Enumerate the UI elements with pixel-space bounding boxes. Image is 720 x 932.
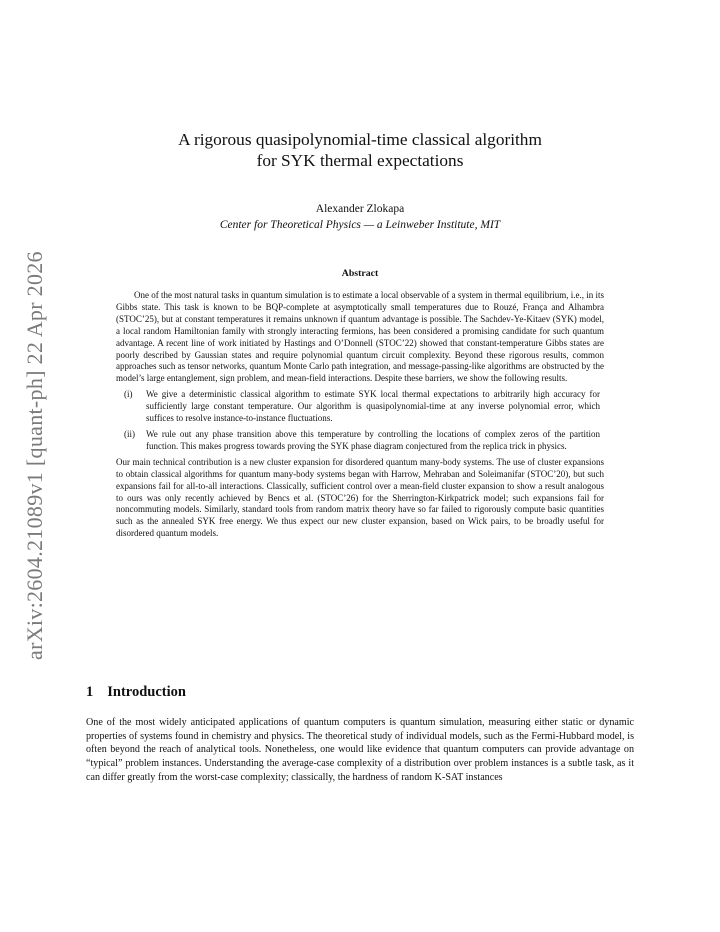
paper-title — [0, 129, 720, 171]
section-heading — [86, 684, 186, 701]
arxiv-identifier: arXiv:2604.21089v1 [quant-ph] 22 Apr 2026 — [22, 251, 47, 660]
abstract-body — [116, 290, 604, 540]
title-line-1: A rigorous quasipolynomial-time classical algorithm — [178, 130, 542, 149]
author-block — [0, 201, 720, 233]
introduction-paragraph: One of the most widely anticipated applications of quantum computers is quantum simulation, measuring either static or dynamic properties of systems found in chemistry and physics. The theoretical study of individual models, such as the Fermi-Hubbard model, is often beyond the reach of analytical tools. Nonetheless, one would like evidence that quantum computers can provide advantage on “typical” problem instances. Understanding the average-case complexity of a distribution over problem instances is a subtle task, as it can differ greatly from the worst-case complexity; classically, the hardness of random K-SAT instances — [86, 717, 634, 783]
list-marker: (ii) — [124, 428, 135, 439]
abstract-paragraph-2: Our main technical contribution is a new cluster expansion for disordered quantum many-body systems. The use of cluster expansions to obtain classical algorithms for quantum many-body systems began with Harrow, Mehraban and Soleimanifar (STOC’20), but such expansions fail for all-to-all interactions. Classically, sufficient control over a mean-field cluster expansion to show a result analogous to ours was only recently achieved by Bencs et al. (STOC’26) for the Sherrington-Kirkpatrick model; such expansions fail for noncommuting models. Similarly, standard tools from random matrix theory have so far failed to rigorously compute basic quantities such as the annealed SYK free energy. We thus expect our new cluster expansion, based on Wick pairs, to be broadly useful for disordered quantum models. — [116, 456, 604, 539]
author-name: Alexander Zlokapa — [315, 203, 405, 215]
list-item-text: We give a deterministic classical algorithm to estimate SYK local thermal expectations to arbitrarily high accuracy for sufficiently large constant temperature. Our algorithm is quasipolynomial-time at any inverse polynomial error, which suffices to resolve instance-to-instance fluctuations. — [146, 389, 600, 424]
author-affiliation: Center for Theoretical Physics — a Leinweber Institute, MIT — [219, 219, 501, 231]
list-item-text: We rule out any phase transition above this temperature by controlling the locations of complex zeros of the partition function. This makes progress towards proving the SYK phase diagram conjectured from the replica trick in physics. — [146, 428, 600, 451]
abstract-result-item — [116, 429, 604, 453]
list-marker: (i) — [124, 389, 133, 400]
title-line-2: for SYK thermal expectations — [256, 151, 464, 170]
abstract-results-list — [116, 389, 604, 453]
abstract-paragraph-1: One of the most natural tasks in quantum simulation is to estimate a local observable of a system in thermal equilibrium, i.e., in its Gibbs state. This task is known to be BQP-complete at asymptotically small temperatures due to Rouzé, França and Alhambra (STOC’25), but at constant temperatures it remains unknown if quantum advantage is possible. The Sachdev-Ye-Kitaev (SYK) model, a local random Hamiltonian family with strongly interacting fermions, has been considered a promising candidate for such quantum advantage. A recent line of work initiated by Hastings and O’Donnell (STOC’22) showed that constant-temperature Gibbs states are poorly described by Gaussian states and require polynomial quantum circuit complexity. Beyond these rigorous results, common approaches such as tensor networks, quantum Monte Carlo path integration, and message-passing-like algorithms are obstructed by the model’s large entanglement, sign problem, and mean-field interactions. Despite these barriers, we show the following results. — [116, 290, 604, 384]
abstract-result-item — [116, 389, 604, 425]
section-title: Introduction — [107, 684, 186, 700]
introduction-body — [86, 716, 634, 785]
abstract-heading: Abstract — [341, 268, 379, 279]
section-number: 1 — [86, 684, 94, 700]
